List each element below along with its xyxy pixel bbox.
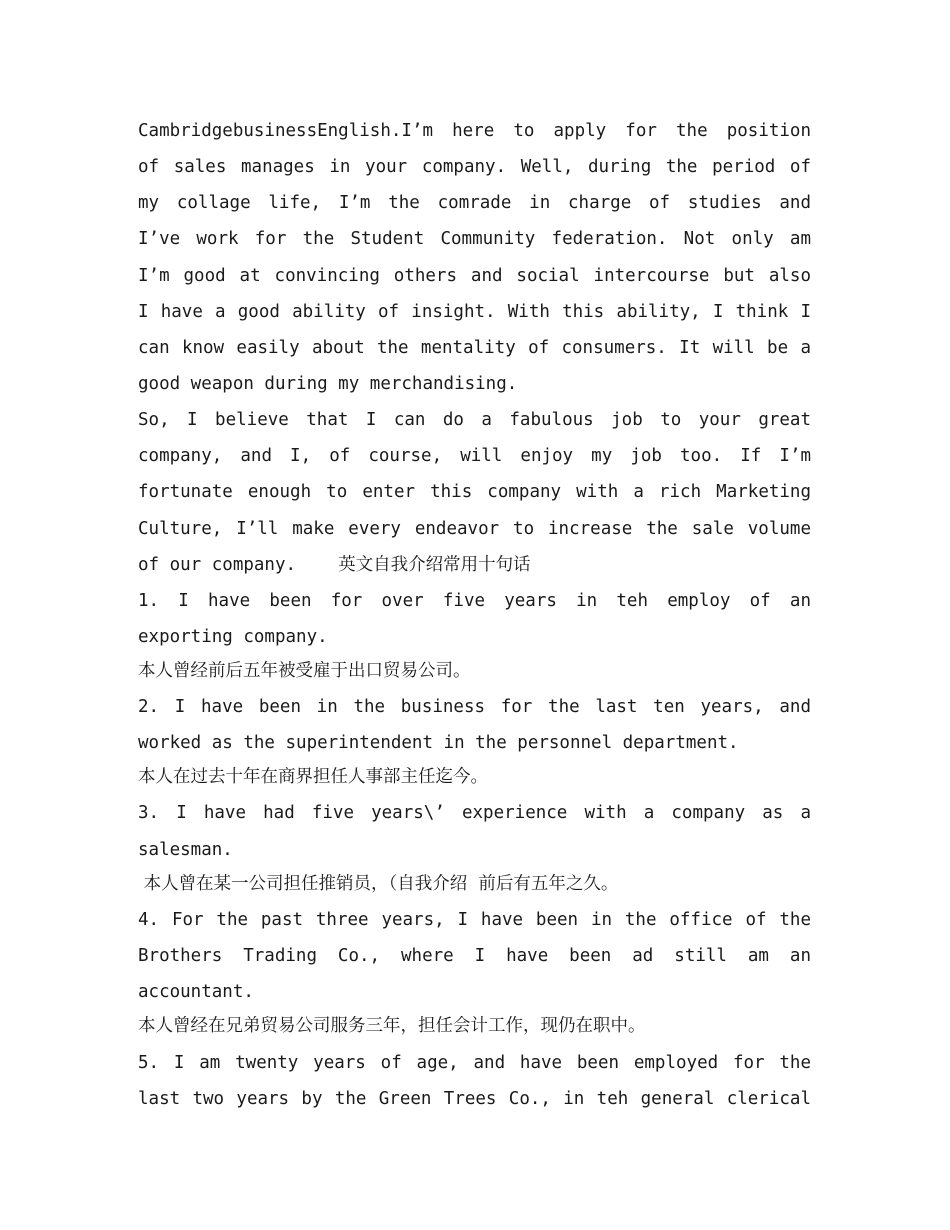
translation-line: 本人在过去十年在商界担任人事部主任迄今。 <box>138 767 488 787</box>
text-line: 4. For the past three years, I have been in the office of the <box>138 910 811 930</box>
text-line: fortunate enough to enter this company with a rich Marketing <box>138 482 811 502</box>
text-line: I’ve work for the Student Community federation. Not only am <box>138 229 811 249</box>
text-line: of sales manages in your company. Well, during the period of <box>138 157 811 177</box>
text-line: 3. I have had five years\’ experience with a company as a <box>138 803 811 823</box>
text-line: Culture, I’ll make every endeavor to increase the sale volume <box>138 519 811 539</box>
text-line: accountant. <box>138 982 254 1002</box>
text-line: Brothers Trading Co., where I have been ad still am an <box>138 946 811 966</box>
text-line: good weapon during my merchandising. <box>138 374 518 394</box>
text-line: exporting company. <box>138 627 328 647</box>
text-line: So, I believe that I can do a fabulous job to your great <box>138 410 811 430</box>
translation-line: 本人曾经在兄弟贸易公司服务三年，担任会计工作，现仍在职中。 <box>138 1016 646 1036</box>
text-line: CambridgebusinessEnglish.I’m here to apply for the position <box>138 121 811 141</box>
text-line: I have a good ability of insight. With this ability, I think I <box>138 302 811 322</box>
translation-line: 本人曾经前后五年被受雇于出口贸易公司。 <box>138 661 471 681</box>
text-line-heading: of our company. 英文自我介绍常用十句话 <box>138 555 531 575</box>
text-line: my collage life, I’m the comrade in charge of studies and <box>138 193 811 213</box>
text-line: 2. I have been in the business for the last ten years, and <box>138 697 811 717</box>
text-line: company, and I, of course, will enjoy my job too. If I’m <box>138 446 811 466</box>
text-line: 5. I am twenty years of age, and have been employed for the <box>138 1053 811 1073</box>
translation-line: 本人曾在某一公司担任推销员，（自我介绍 前后有五年之久。 <box>138 874 619 894</box>
text-line: can know easily about the mentality of consumers. It will be a <box>138 338 811 358</box>
text-line: salesman. <box>138 840 233 860</box>
text-line: worked as the superintendent in the personnel department. <box>138 733 739 753</box>
text-line: last two years by the Green Trees Co., in teh general clerical <box>138 1089 811 1109</box>
text-line: 1. I have been for over five years in teh employ of an <box>138 591 811 611</box>
text-line: I’m good at convincing others and social intercourse but also <box>138 266 811 286</box>
